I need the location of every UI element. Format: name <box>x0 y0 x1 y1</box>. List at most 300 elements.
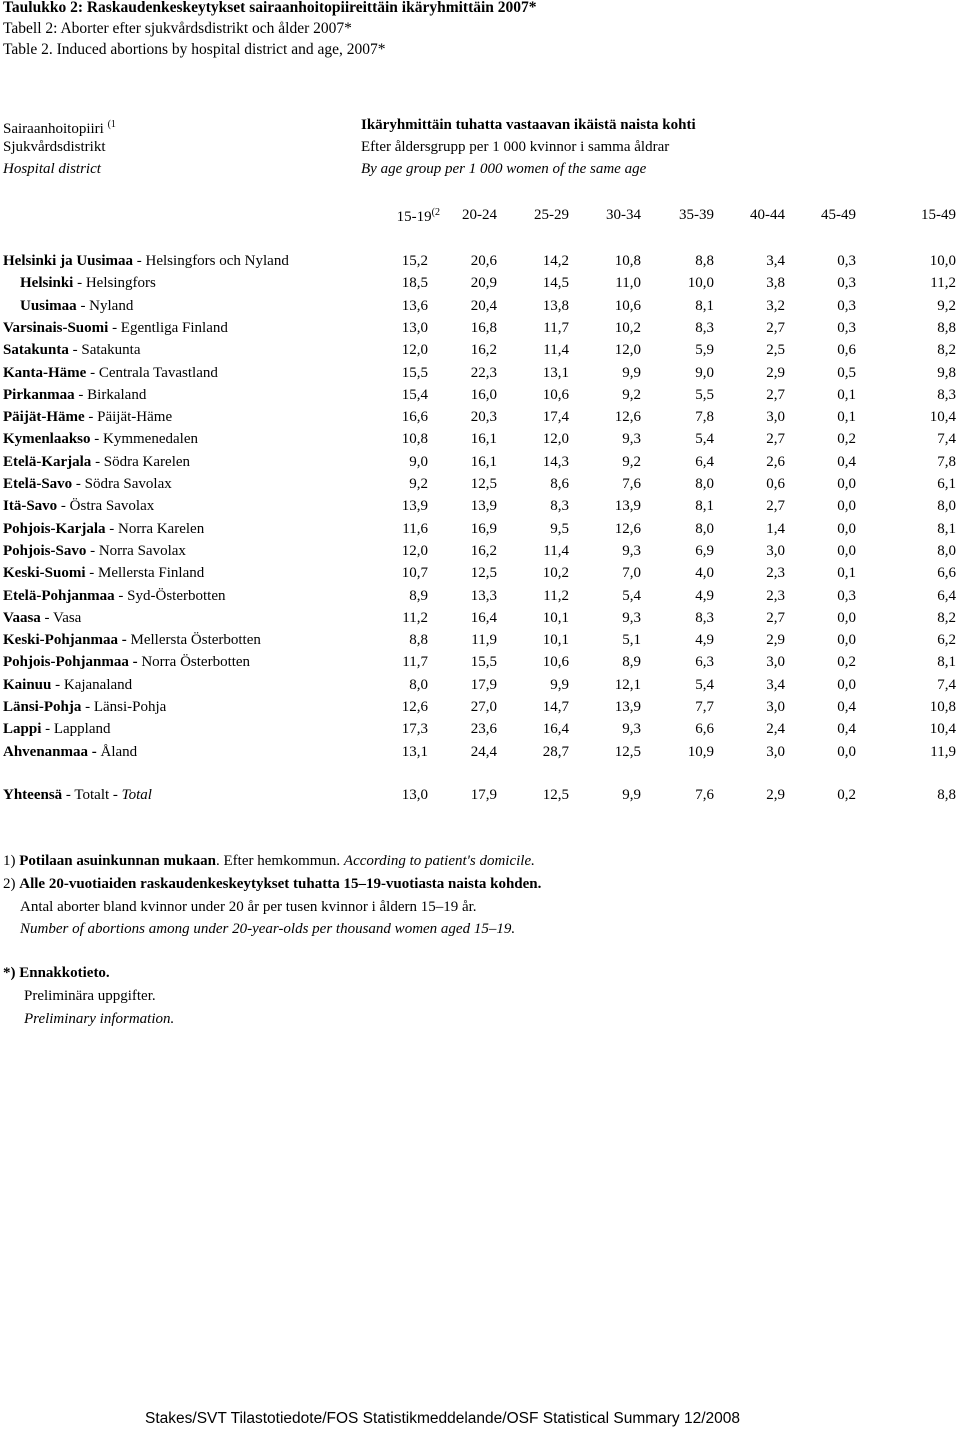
table-cell: 5,5 <box>695 386 714 403</box>
table-cell: 13,9 <box>401 498 428 515</box>
footnote-1-fi: Potilaan asuinkunnan mukaan <box>19 853 217 869</box>
row-label-fi: Vaasa <box>3 609 41 626</box>
measure-header-fi: Ikäryhmittäin tuhatta vastaavan ikäistä naista kohti <box>361 117 696 133</box>
table-cell: 8,9 <box>622 654 641 671</box>
column-header-label: 35-39 <box>679 207 714 223</box>
table-cell: 20,4 <box>470 297 497 314</box>
table-cell: 7,4 <box>937 676 956 693</box>
table-cell: 0,4 <box>837 721 856 738</box>
row-label <box>3 543 186 560</box>
row-label-fi: Pohjois-Karjala <box>3 520 106 537</box>
row-label <box>3 253 289 270</box>
row-label-fi: Satakunta <box>3 342 69 359</box>
table-cell: 3,0 <box>766 654 785 671</box>
row-label-sv: - Syd-Österbotten <box>114 587 226 604</box>
row-label <box>3 342 141 359</box>
table-cell: 2,3 <box>766 587 785 604</box>
table-cell: 13,3 <box>470 587 497 604</box>
table-cell: 14,7 <box>542 699 569 715</box>
row-label <box>3 476 172 493</box>
table-cell: 12,0 <box>542 431 569 448</box>
row-label-fi: Pirkanmaa <box>3 386 75 403</box>
table-cell: 23,6 <box>470 721 497 738</box>
table-cell: 5,1 <box>622 632 641 649</box>
table-cell: 11,6 <box>402 520 428 537</box>
table-cell: 11,4 <box>543 542 569 559</box>
table-cell: 0,1 <box>837 386 856 403</box>
row-label-sv: Norra Österbotten <box>141 654 251 671</box>
district-header-en: Hospital district <box>3 161 101 177</box>
table-cell: 0,3 <box>837 297 856 314</box>
column-header-15-49 <box>921 207 956 224</box>
table-cell: 10,6 <box>542 654 569 671</box>
table-cell: 10,6 <box>614 297 641 314</box>
table-cell: 10,1 <box>542 609 569 626</box>
table-cell: 6,2 <box>937 632 956 649</box>
measure-header-en: By age group per 1 000 women of the same age <box>361 161 647 177</box>
table-cell: 8,1 <box>937 654 956 671</box>
table-cell: 15,5 <box>470 654 497 671</box>
table-cell: 28,7 <box>542 743 569 760</box>
table-cell: 11,7 <box>543 319 569 336</box>
table-row <box>0 565 960 587</box>
table-cell: 20,9 <box>470 275 497 292</box>
table-cell: 0,2 <box>837 654 856 671</box>
row-label <box>3 744 137 761</box>
table-cell: 8,3 <box>695 609 714 626</box>
table-cell: 9,2 <box>622 453 641 470</box>
table-cell: 10,1 <box>542 632 569 649</box>
table-cell: 6,6 <box>695 721 714 738</box>
table-cell: 20,3 <box>470 409 497 426</box>
total-cell: 0,2 <box>837 787 856 803</box>
table-cell: 6,6 <box>937 565 956 582</box>
row-label-sv: - Södra Karelen <box>91 453 191 470</box>
table-cell: 5,4 <box>695 676 714 693</box>
table-cell: 13,6 <box>401 297 428 314</box>
table-row <box>0 253 960 275</box>
table-cell: 15,4 <box>401 386 428 403</box>
table-cell: 7,7 <box>695 699 714 715</box>
row-label <box>3 409 172 426</box>
table-cell: 12,5 <box>614 743 641 760</box>
total-cell: 12,5 <box>542 787 569 803</box>
table-cell: 10,2 <box>614 319 641 336</box>
table-row <box>0 320 960 342</box>
table-cell: 7,4 <box>937 431 956 448</box>
row-label-fi: Kainuu <box>3 676 52 693</box>
table-row <box>0 409 960 431</box>
row-label-fi: Etelä-Pohjanmaa <box>3 587 115 604</box>
table-row <box>0 721 960 743</box>
table-cell: 10,2 <box>542 565 569 582</box>
table-cell: 16,1 <box>470 453 497 470</box>
row-label-sv: - Mellersta Finland <box>85 565 205 582</box>
table-cell: 2,6 <box>766 453 785 470</box>
table-cell: 5,4 <box>622 587 641 604</box>
table-cell: 22,3 <box>470 364 497 381</box>
row-label-sv: - Päijät-Häme <box>84 409 173 426</box>
table-cell: 8,3 <box>695 319 714 336</box>
table-cell: 8,0 <box>409 676 428 693</box>
row-label <box>3 498 154 515</box>
row-label <box>3 565 204 582</box>
table-cell: 0,3 <box>837 275 856 292</box>
table-row <box>0 365 960 387</box>
table-cell: 12,0 <box>401 342 428 359</box>
table-cell: 9,2 <box>622 386 641 403</box>
column-header-35-39 <box>679 207 714 224</box>
column-header-label: 15-49 <box>921 207 956 223</box>
table-cell: 10,8 <box>614 253 641 269</box>
table-cell: 2,9 <box>766 364 785 381</box>
column-header-40-44 <box>750 207 785 224</box>
table-cell: 12,0 <box>614 342 641 359</box>
table-cell: 7,6 <box>622 476 641 492</box>
table-cell: 14,3 <box>542 453 569 470</box>
row-label-fi: Länsi-Pohja <box>3 699 82 715</box>
row-label-fi: Helsinki ja Uusimaa <box>3 253 134 269</box>
row-label-fi: Etelä-Savo <box>3 476 73 492</box>
table-cell: 8,1 <box>695 297 714 314</box>
row-label-fi: Uusimaa <box>20 297 77 314</box>
table-cell: 10,6 <box>542 386 569 403</box>
total-cell: 2,9 <box>766 787 785 803</box>
table-cell: 12,1 <box>614 676 641 693</box>
preliminary-note-en: Preliminary information. <box>24 1011 175 1027</box>
column-header-label: 40-44 <box>750 207 785 223</box>
table-cell: 15,5 <box>401 364 428 381</box>
row-label <box>3 454 190 471</box>
table-cell: 6,1 <box>937 476 956 492</box>
district-header-sv: Sjukvårdsdistrikt <box>3 139 106 155</box>
row-label-sv: - Kajanaland <box>51 676 133 693</box>
table-cell: 0,1 <box>837 565 856 582</box>
table-cell: 16,2 <box>470 342 497 359</box>
footnote-1-en: According to patient's domicile. <box>343 853 535 869</box>
table-cell: 0,5 <box>837 364 856 381</box>
table-cell: 0,0 <box>837 609 856 626</box>
row-label <box>3 588 226 605</box>
table-cell: 8,6 <box>550 476 569 492</box>
total-label <box>3 787 152 804</box>
row-label-sv: - Satakunta <box>68 342 141 359</box>
table-cell: 0,6 <box>837 342 856 359</box>
table-cell: 0,0 <box>837 520 856 537</box>
table-cell: 16,6 <box>401 409 428 426</box>
footnote-1-sv: . Efter hemkommun. <box>216 853 344 869</box>
row-label-fi: Pohjois-Pohjanmaa - <box>3 654 142 671</box>
table-cell: 3,0 <box>766 409 785 426</box>
footnote-2-number: 2) <box>3 876 20 892</box>
table-cell: 9,0 <box>695 364 714 381</box>
table-cell: 0,3 <box>837 253 856 269</box>
table-cell: 0,0 <box>837 498 856 515</box>
table-cell: 16,1 <box>470 431 497 448</box>
table-cell: 11,2 <box>930 275 956 292</box>
row-label-sv: - Centrala Tavastland <box>86 364 218 381</box>
preliminary-note-sv: Preliminära uppgifter. <box>24 988 156 1004</box>
table-row <box>0 498 960 520</box>
column-header-label: 20-24 <box>462 207 497 223</box>
table-cell: 24,4 <box>470 743 497 760</box>
table-cell: 3,0 <box>766 699 785 715</box>
table-cell: 4,9 <box>695 632 714 649</box>
footnote-1-number: 1) <box>3 853 20 869</box>
measure-header-sv: Efter åldersgrupp per 1 000 kvinnor i samma åldrar <box>361 139 670 155</box>
row-label-sv: - Nyland <box>76 297 134 314</box>
table-cell: 9,9 <box>622 364 641 381</box>
page-footer: Stakes/SVT Tilastotiedote/FOS Statistikmeddelande/OSF Statistical Summary 12/2008 <box>145 1410 741 1427</box>
table-cell: 2,7 <box>766 498 785 515</box>
row-label-fi: Lappi <box>3 721 42 738</box>
table-cell: 13,9 <box>614 699 641 715</box>
table-cell: 0,1 <box>837 409 856 426</box>
table-cell: 2,5 <box>766 342 785 359</box>
table-cell: 6,4 <box>695 453 714 470</box>
table-cell: 14,2 <box>542 253 569 269</box>
table-cell: 13,0 <box>401 319 428 336</box>
table-cell: 0,0 <box>837 743 856 760</box>
row-label-sv: - Kymmenedalen <box>90 431 198 448</box>
table-cell: 8,0 <box>695 520 714 537</box>
table-cell: 0,3 <box>837 587 856 604</box>
table-cell: 17,4 <box>542 409 569 426</box>
row-label-fi: Ahvenanmaa - <box>3 743 101 760</box>
total-cell: 17,9 <box>470 787 497 803</box>
table-cell: 20,6 <box>470 253 497 269</box>
column-header-30-34 <box>606 207 641 224</box>
table-cell: 8,8 <box>937 319 956 336</box>
table-row <box>0 654 960 676</box>
total-cell: 13,0 <box>401 787 428 803</box>
table-cell: 16,0 <box>470 386 497 403</box>
table-cell: 12,5 <box>470 565 497 582</box>
total-cell: 8,8 <box>937 787 956 803</box>
column-header-45-49 <box>821 207 856 224</box>
table-cell: 10,7 <box>401 565 428 582</box>
row-label-fi: Pohjois-Savo <box>3 542 87 559</box>
row-label <box>3 654 250 671</box>
row-label-sv: Åland <box>100 743 138 760</box>
table-cell: 12,6 <box>614 409 641 426</box>
table-cell: 18,5 <box>401 275 428 292</box>
district-header-fi-text: Sairaanhoitopiiri <box>3 121 104 137</box>
table-row <box>0 387 960 409</box>
row-label-fi: Kanta-Häme <box>3 364 87 381</box>
table-cell: 13,1 <box>401 743 428 760</box>
table-cell: 9,8 <box>937 364 956 381</box>
row-label-fi: Keski-Pohjanmaa - <box>3 632 131 649</box>
column-header-15-19 <box>397 207 440 226</box>
table-cell: 5,4 <box>695 431 714 448</box>
table-cell: 12,6 <box>614 520 641 537</box>
table-cell: 17,3 <box>401 721 428 738</box>
row-label-fi: Helsinki <box>20 275 74 292</box>
table-cell: 16,4 <box>542 721 569 738</box>
table-cell: 2,7 <box>766 609 785 626</box>
row-label-sv: - Norra Karelen <box>105 520 205 537</box>
table-cell: 8,3 <box>550 498 569 515</box>
table-cell: 2,9 <box>766 632 785 649</box>
column-header-label: 15-19 <box>396 209 432 225</box>
table-cell: 11,7 <box>402 654 428 671</box>
column-header-label: 25-29 <box>534 207 569 223</box>
table-cell: 0,4 <box>837 453 856 470</box>
row-label-fi: Kymenlaakso <box>3 431 91 448</box>
row-label-sv: - Östra Savolax <box>57 498 155 515</box>
table-cell: 7,8 <box>695 409 714 426</box>
footnote-2-fi: Alle 20-vuotiaiden raskaudenkeskeytykset tuhatta 15–19-vuotiasta naista kohden. <box>19 876 542 892</box>
table-cell: 6,9 <box>695 542 714 559</box>
total-label-fi: Yhteensä <box>3 787 63 803</box>
table-cell: 8,0 <box>937 498 956 515</box>
column-header-footnote-ref: (2 <box>431 207 440 218</box>
row-label-fi: Itä-Savo <box>3 498 58 515</box>
row-label-sv: - Helsingfors och Nyland <box>133 253 289 269</box>
row-label-sv: - Birkaland <box>74 386 147 403</box>
table-cell: 7,8 <box>937 453 956 470</box>
table-cell: 0,0 <box>837 476 856 492</box>
district-header-footnote-ref: (1 <box>107 119 116 130</box>
table-cell: 8,1 <box>937 520 956 537</box>
row-label <box>3 632 261 649</box>
table-cell: 4,9 <box>695 587 714 604</box>
row-label-sv: Mellersta Österbotten <box>130 632 261 649</box>
table-cell: 8,1 <box>695 498 714 515</box>
table-cell: 11,4 <box>543 342 569 359</box>
table-cell: 9,3 <box>622 542 641 559</box>
table-cell: 10,4 <box>929 409 956 426</box>
table-cell: 6,4 <box>937 587 956 604</box>
table-cell: 13,1 <box>542 364 569 381</box>
table-row <box>0 610 960 632</box>
total-row <box>0 787 960 809</box>
table-cell: 11,2 <box>402 609 428 626</box>
row-label <box>3 431 198 448</box>
table-cell: 2,7 <box>766 319 785 336</box>
total-cell: 7,6 <box>695 787 714 803</box>
footnote-2-sv: Antal aborter bland kvinnor under 20 år per tusen kvinnor i åldern 15–19 år. <box>20 899 477 915</box>
table-cell: 13,9 <box>470 498 497 515</box>
row-label <box>3 699 166 716</box>
table-cell: 2,3 <box>766 565 785 582</box>
table-cell: 11,2 <box>543 587 569 604</box>
table-cell: 3,4 <box>766 253 785 269</box>
table-cell: 12,6 <box>401 699 428 715</box>
table-title-sv: Tabell 2: Aborter efter sjukvårdsdistrikt och ålder 2007* <box>3 20 352 37</box>
table-cell: 0,2 <box>837 431 856 448</box>
table-cell: 12,5 <box>470 476 497 492</box>
table-cell: 7,0 <box>622 565 641 582</box>
table-cell: 15,2 <box>401 253 428 269</box>
row-label <box>3 721 111 738</box>
row-label <box>3 521 204 538</box>
row-label-sv: - Norra Savolax <box>86 542 186 559</box>
district-header-fi <box>3 115 116 139</box>
table-row <box>0 588 960 610</box>
row-label-sv: - Lappland <box>41 721 111 738</box>
table-cell: 2,4 <box>766 721 785 738</box>
table-cell: 8,0 <box>695 476 714 492</box>
table-cell: 9,0 <box>409 453 428 470</box>
column-header-25-29 <box>534 207 569 224</box>
table-cell: 16,2 <box>470 542 497 559</box>
table-cell: 3,8 <box>766 275 785 292</box>
table-cell: 12,0 <box>401 542 428 559</box>
total-label-en: Total <box>121 787 152 803</box>
row-label-fi: Varsinais-Suomi <box>3 319 109 336</box>
table-cell: 8,8 <box>695 253 714 269</box>
table-cell: 10,9 <box>687 743 714 760</box>
table-row <box>0 521 960 543</box>
table-cell: 9,3 <box>622 609 641 626</box>
table-cell: 8,8 <box>409 632 428 649</box>
row-label-fi: Päijät-Häme <box>3 409 85 426</box>
row-label-sv: - Södra Savolax <box>72 476 172 492</box>
table-row <box>0 275 960 297</box>
table-cell: 9,9 <box>550 676 569 693</box>
footnote-2-en: Number of abortions among under 20-year-olds per thousand women aged 15–19. <box>20 921 516 937</box>
preliminary-note-fi: *) Ennakkotieto. <box>3 965 110 981</box>
table-cell: 9,2 <box>937 297 956 314</box>
table-cell: 0,4 <box>837 699 856 715</box>
row-label <box>20 298 133 315</box>
table-row <box>0 632 960 654</box>
row-label-fi: Etelä-Karjala <box>3 453 92 470</box>
footnote-2 <box>3 873 541 895</box>
table-cell: 11,0 <box>615 275 641 292</box>
total-cell: 9,9 <box>622 787 641 803</box>
table-title-fi: Taulukko 2: Raskaudenkeskeytykset sairaanhoitopiireittäin ikäryhmittäin 2007* <box>3 0 537 16</box>
table-cell: 16,8 <box>470 319 497 336</box>
table-title-en: Table 2. Induced abortions by hospital district and age, 2007* <box>3 41 386 58</box>
row-label-sv: - Egentliga Finland <box>108 319 228 336</box>
row-label-fi: Keski-Suomi <box>3 565 86 582</box>
table-row <box>0 342 960 364</box>
table-cell: 13,9 <box>614 498 641 515</box>
table-cell: 17,9 <box>470 676 497 693</box>
table-cell: 16,4 <box>470 609 497 626</box>
table-cell: 10,4 <box>929 721 956 738</box>
table-cell: 11,9 <box>930 743 956 760</box>
table-cell: 2,7 <box>766 386 785 403</box>
table-cell: 10,0 <box>929 253 956 269</box>
table-cell: 10,8 <box>401 431 428 448</box>
table-cell: 0,0 <box>837 632 856 649</box>
table-cell: 8,2 <box>937 609 956 626</box>
table-cell: 3,2 <box>766 297 785 314</box>
table-cell: 0,3 <box>837 319 856 336</box>
table-cell: 0,0 <box>837 676 856 693</box>
table-cell: 13,8 <box>542 297 569 314</box>
table-row <box>0 476 960 498</box>
row-label-sv: - Helsingfors <box>73 275 156 292</box>
table-cell: 10,8 <box>929 699 956 715</box>
table-cell: 3,0 <box>766 743 785 760</box>
table-cell: 27,0 <box>470 699 497 715</box>
table-cell: 16,9 <box>470 520 497 537</box>
row-label <box>3 677 132 694</box>
table-cell: 8,2 <box>937 342 956 359</box>
row-label <box>3 365 218 382</box>
table-cell: 11,9 <box>471 632 497 649</box>
row-label <box>20 275 156 292</box>
row-label-sv: - Länsi-Pohja <box>81 699 167 715</box>
table-cell: 9,3 <box>622 721 641 738</box>
row-label <box>3 387 146 404</box>
table-cell: 1,4 <box>766 520 785 537</box>
